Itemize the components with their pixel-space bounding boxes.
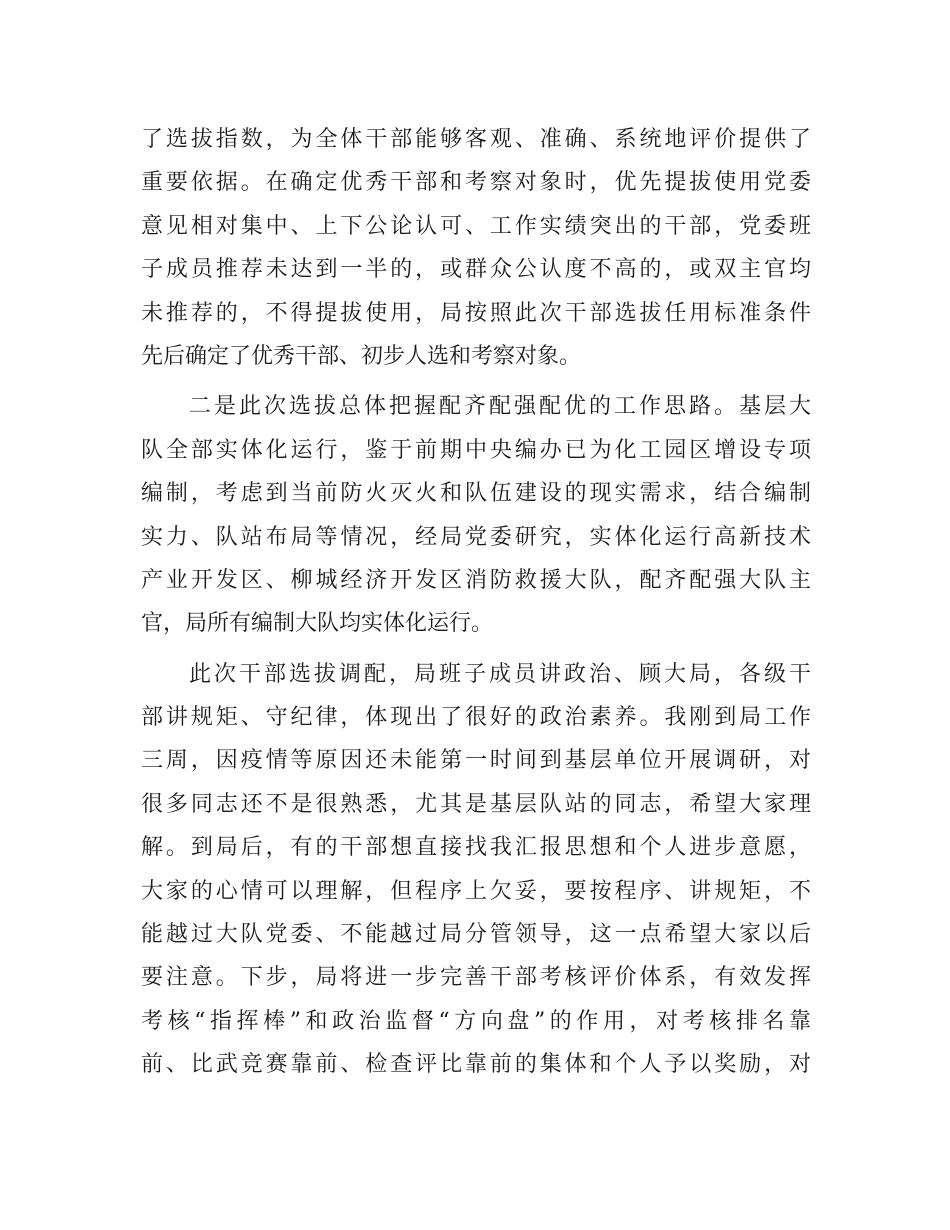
text-line: 很多同志还不是很熟悉，尤其是基层队站的同志，希望大家理 [141,791,811,817]
text-line: 产业开发区、柳城经济开发区消防救援大队，配齐配强大队主 [141,567,811,593]
text-line: 部讲规矩、守纪律，体现出了很好的政治素养。我刚到局工作 [141,705,811,731]
text-line: 前、比武竞赛靠前、检查评比靠前的集体和个人予以奖励，对 [141,1052,811,1078]
text-line: 要注意。下步，局将进一步完善干部考核评价体系，有效发挥 [141,965,811,991]
text-line: 重要依据。在确定优秀干部和考察对象时，优先提拔使用党委 [141,170,811,196]
text-line: 二是此次选拔总体把握配齐配强配优的工作思路。基层大 [189,394,811,420]
text-line: 此次干部选拔调配，局班子成员讲政治、顾大局，各级干 [189,661,811,687]
document-body [141,118,811,1087]
text-line: 意见相对集中、上下公论认可、工作实绩突出的干部，党委班 [141,213,811,239]
text-line: 实力、队站布局等情况，经局党委研究，实体化运行高新技术 [141,524,811,550]
paragraph-3 [141,653,811,1087]
text-line: 了选拔指数，为全体干部能够客观、准确、系统地评价提供了 [141,127,811,152]
text-line: 大家的心情可以理解，但程序上欠妥，要按程序、讲规矩，不 [141,878,811,904]
paragraph-2 [141,385,811,645]
text-line: 解。到局后，有的干部想直接找我汇报思想和个人进步意愿， [141,835,811,861]
text-line: 三周，因疫情等原因还未能第一时间到基层单位开展调研，对 [141,748,811,774]
text-line: 未推荐的，不得提拔使用，局按照此次干部选拔任用标准条件 [141,300,811,326]
text-line: 先后确定了优秀干部、初步人选和考察对象。 [141,343,582,369]
text-line: 队全部实体化运行，鉴于前期中央编办已为化工园区增设专项 [141,437,811,463]
text-line: 考核“指挥棒”和政治监督“方向盘”的作用，对考核排名靠 [141,1008,811,1034]
text-line: 官，局所有编制大队均实体化运行。 [141,611,494,637]
text-line: 子成员推荐未达到一半的，或群众公认度不高的，或双主官均 [141,257,811,283]
text-line: 编制，考虑到当前防火灭火和队伍建设的现实需求，结合编制 [141,481,811,507]
text-line: 能越过大队党委、不能越过局分管领导，这一点希望大家以后 [141,922,811,948]
paragraph-1 [141,118,811,378]
